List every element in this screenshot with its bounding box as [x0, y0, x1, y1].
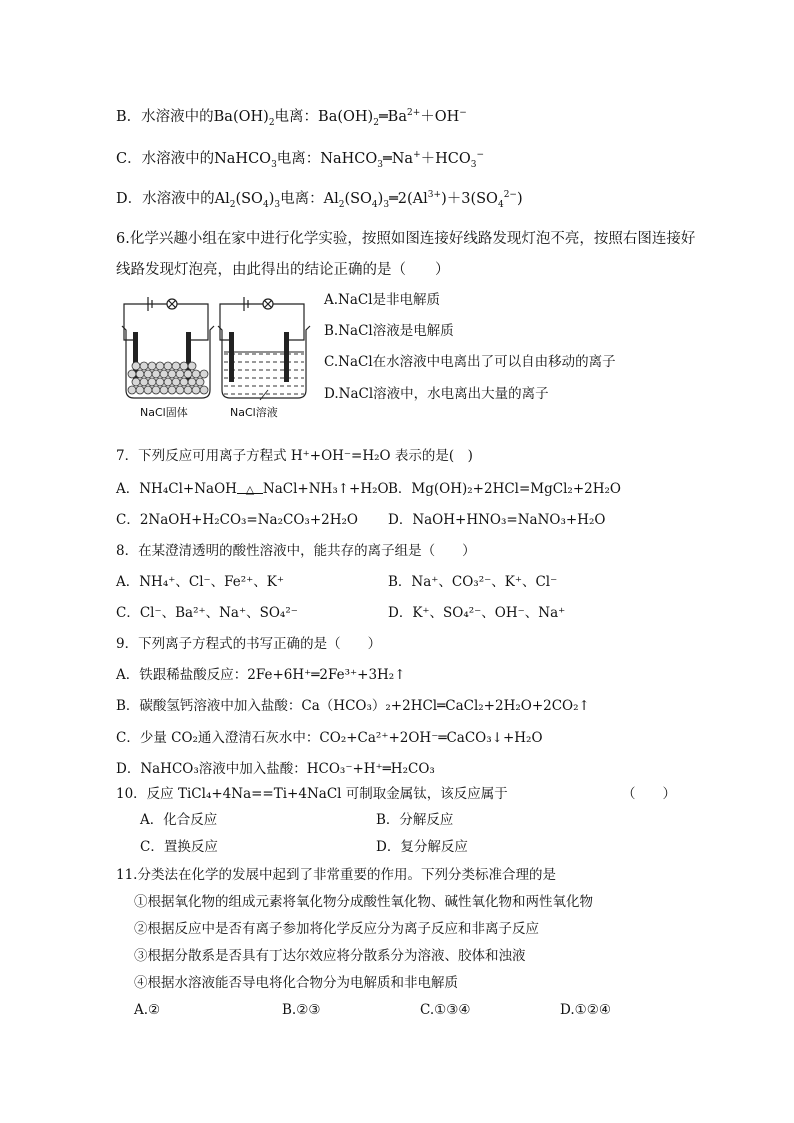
q11-item-3: ③根据分散系是否具有丁达尔效应将分散系分为溶液、胶体和浊液 — [134, 948, 526, 964]
q9-option-c: C．少量 CO₂通入澄清石灰水中：CO₂+Ca²⁺+2OH⁻═CaCO₃↓+H₂O — [116, 730, 543, 746]
q6-stem-line2: 线路发现灯泡亮，由此得出的结论正确的是（ ） — [116, 262, 450, 278]
q8-option-d: D．K⁺、SO₄²⁻、OH⁻、Na⁺ — [388, 605, 566, 621]
q11-option-c: C.①③④ — [420, 1002, 471, 1018]
q7-option-c: C．2NaOH+H₂CO₃=Na₂CO₃+2H₂O — [116, 512, 358, 528]
q11-option-d: D.①②④ — [560, 1002, 611, 1018]
q8-option-c: C．Cl⁻、Ba²⁺、Na⁺、SO₄²⁻ — [116, 605, 298, 621]
q7-option-a: A．NH₄Cl+NaOH △ NaCl+NH₃↑+H₂O — [116, 481, 389, 497]
right-electrode — [284, 332, 289, 382]
q11-option-b: B.②③ — [282, 1002, 321, 1018]
q11-stem: 11.分类法在化学的发展中起到了非常重要的作用。下列分类标准合理的是 — [116, 867, 556, 883]
q10-option-d: D．复分解反应 — [376, 839, 468, 855]
q11-item-4: ④根据水溶液能否导电将化合物分为电解质和非电解质 — [134, 975, 458, 991]
q8-stem: 8．在某澄清透明的酸性溶液中，能共存的离子组是（ ） — [116, 543, 476, 559]
left-beaker-label: NaCl固体 — [140, 406, 188, 419]
q9-stem: 9．下列离子方程式的书写正确的是（ ） — [116, 636, 382, 652]
q7-option-b: B．Mg(OH)₂+2HCl=MgCl₂+2H₂O — [388, 481, 621, 497]
q8-option-a: A．NH₄⁺、Cl⁻、Fe²⁺、K⁺ — [116, 574, 285, 590]
q10-stem: 10．反应 TiCl₄+4Na==Ti+4NaCl 可制取金属钛，该反应属于 — [116, 786, 508, 802]
nacl-solution — [224, 354, 304, 394]
q8-option-b: B．Na⁺、CO₃²⁻、K⁺、Cl⁻ — [388, 574, 558, 590]
q6-option-d: D.NaCl溶液中，水电离出大量的离子 — [324, 386, 549, 402]
q9-option-b: B．碳酸氢钙溶液中加入盐酸：Ca（HCO₃）₂+2HCl═CaCl₂+2H₂O+2CO₂↑ — [116, 698, 590, 714]
q6-option-b: B.NaCl溶液是电解质 — [324, 323, 454, 339]
q6-circuit-figure — [118, 292, 318, 420]
right-beaker-label: NaCl溶液 — [230, 406, 278, 419]
q11-item-2: ②根据反应中是否有离子参加将化学反应分为离子反应和非离子反应 — [134, 921, 539, 937]
q7-option-d: D．NaOH+HNO₃=NaNO₃+H₂O — [388, 512, 606, 528]
nacl-solid-crystals — [128, 362, 208, 394]
q9-option-d: D．NaHCO₃溶液中加入盐酸：HCO₃⁻+H⁺═H₂CO₃ — [116, 761, 435, 777]
q10-answer-bracket: （ ） — [622, 786, 676, 802]
q11-option-a: A.② — [134, 1002, 161, 1018]
q10-option-b: B．分解反应 — [376, 812, 454, 828]
q7-stem: 7．下列反应可用离子方程式 H⁺+OH⁻=H₂O 表示的是( ) — [116, 448, 473, 464]
q6-stem-line1: 6.化学兴趣小组在家中进行化学实验，按照如图连接好线路发现灯泡不亮，按照右图连接好 — [116, 231, 696, 247]
q6-option-c: C.NaCl在水溶液中电离出了可以自由移动的离子 — [324, 354, 616, 370]
q10-option-a: A．化合反应 — [140, 812, 218, 828]
q10-option-c: C．置换反应 — [140, 839, 218, 855]
right-electrode — [229, 332, 234, 382]
q5-option-d: D．水溶液中的$Al_2(SO_4)_3$电离：$Al_2(SO_4)_3═2(Al^{3+})+3(SO_4^{2-})$ — [116, 190, 523, 210]
q6-option-a: A.NaCl是非电解质 — [324, 292, 441, 308]
q11-item-1: ①根据氧化物的组成元素将氧化物分成酸性氧化物、碱性氧化物和两性氧化物 — [134, 894, 593, 910]
q5-option-b: B．水溶液中的$Ba(OH)_2$电离：$Ba(OH)_2═Ba^{2+}+OH^-$ — [116, 108, 467, 128]
q9-option-a: A．铁跟稀盐酸反应：2Fe+6H⁺═2Fe³⁺+3H₂↑ — [116, 667, 406, 683]
q5-option-c: C．水溶液中的NaHCO$_3$电离：$NaHCO_3═Na^++HCO_3^-$ — [116, 150, 485, 170]
